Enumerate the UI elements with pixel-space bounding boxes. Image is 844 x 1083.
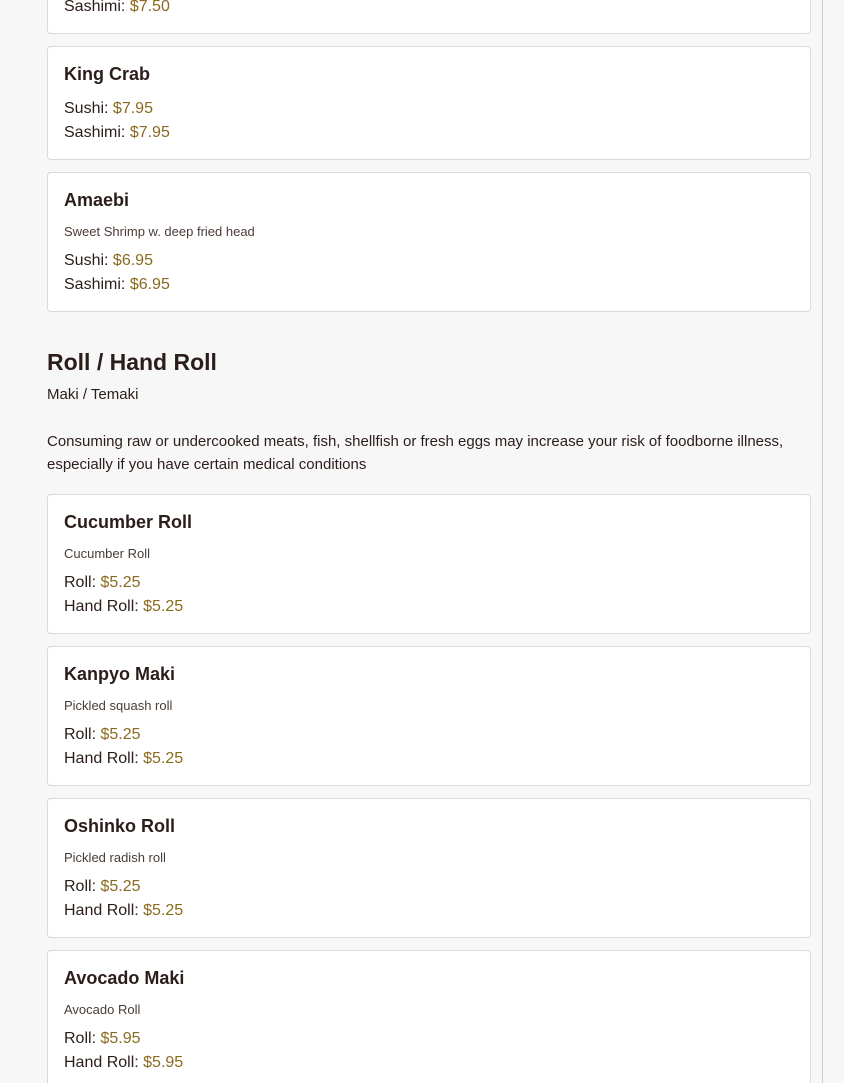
price-line <box>64 273 794 297</box>
price-label: Sashimi: <box>64 0 126 15</box>
price-value: $5.95 <box>100 1030 141 1047</box>
section-title: Roll / Hand Roll <box>47 349 217 375</box>
menu-item-title: Amaebi <box>64 190 130 210</box>
price-line <box>64 249 794 273</box>
price-line <box>64 875 794 899</box>
menu-item-title: Oshinko Roll <box>64 816 176 836</box>
price-value: $5.25 <box>100 574 141 591</box>
price-label: Sashimi: <box>64 276 126 293</box>
price-label: Roll: <box>64 574 97 591</box>
price-line <box>64 899 794 923</box>
price-line <box>64 723 794 747</box>
price-line <box>64 97 794 121</box>
scrollbar-divider <box>822 0 823 1083</box>
price-value: $7.50 <box>129 0 170 15</box>
price-value: $6.95 <box>129 276 170 293</box>
price-line <box>64 121 794 145</box>
price-label: Hand Roll: <box>64 902 139 919</box>
price-label: Hand Roll: <box>64 598 139 615</box>
price-value: $7.95 <box>112 100 153 117</box>
price-label: Hand Roll: <box>64 750 139 767</box>
price-value: $5.25 <box>143 902 184 919</box>
price-line <box>64 1051 794 1075</box>
menu-item-description: Pickled radish roll <box>64 850 166 865</box>
menu-item-title: Cucumber Roll <box>64 512 193 532</box>
price-value: $5.95 <box>143 1054 184 1071</box>
price-value: $5.25 <box>100 726 141 743</box>
menu-item-title: King Crab <box>64 64 151 84</box>
menu-item-card[interactable] <box>47 494 811 634</box>
price-line <box>64 1027 794 1051</box>
menu-item-description: Cucumber Roll <box>64 546 150 561</box>
menu-item-card[interactable] <box>47 0 811 34</box>
price-label: Roll: <box>64 726 97 743</box>
menu-item-description: Pickled squash roll <box>64 698 173 713</box>
price-line <box>64 571 794 595</box>
menu-section <box>47 346 811 476</box>
price-value: $5.25 <box>143 598 184 615</box>
menu-item-description: Sweet Shrimp w. deep fried head <box>64 224 255 239</box>
price-line <box>64 747 794 771</box>
price-label: Roll: <box>64 1030 97 1047</box>
price-value: $6.95 <box>112 252 153 269</box>
menu-content <box>47 0 811 1083</box>
menu-item-card[interactable] <box>47 46 811 160</box>
menu-item-card[interactable] <box>47 646 811 786</box>
menu-item-card[interactable] <box>47 798 811 938</box>
price-value: $7.95 <box>129 124 170 141</box>
menu-item-title: Kanpyo Maki <box>64 664 176 684</box>
menu-item-card[interactable] <box>47 950 811 1083</box>
price-value: $5.25 <box>143 750 184 767</box>
price-label: Hand Roll: <box>64 1054 139 1071</box>
food-safety-notice: Consuming raw or undercooked meats, fish, shellfish or fresh eggs may increase your risk of foodborne illness, especially if you have certain medical conditions <box>47 433 784 473</box>
price-value: $5.25 <box>100 878 141 895</box>
menu-item-title: Avocado Maki <box>64 968 185 988</box>
section-subtitle: Maki / Temaki <box>47 386 139 403</box>
price-label: Sashimi: <box>64 124 126 141</box>
price-label: Roll: <box>64 878 97 895</box>
menu-item-description: Avocado Roll <box>64 1002 141 1017</box>
price-line <box>64 595 794 619</box>
menu-item-card[interactable] <box>47 172 811 312</box>
price-label: Sushi: <box>64 100 109 117</box>
price-line <box>64 0 794 19</box>
price-label: Sushi: <box>64 252 109 269</box>
